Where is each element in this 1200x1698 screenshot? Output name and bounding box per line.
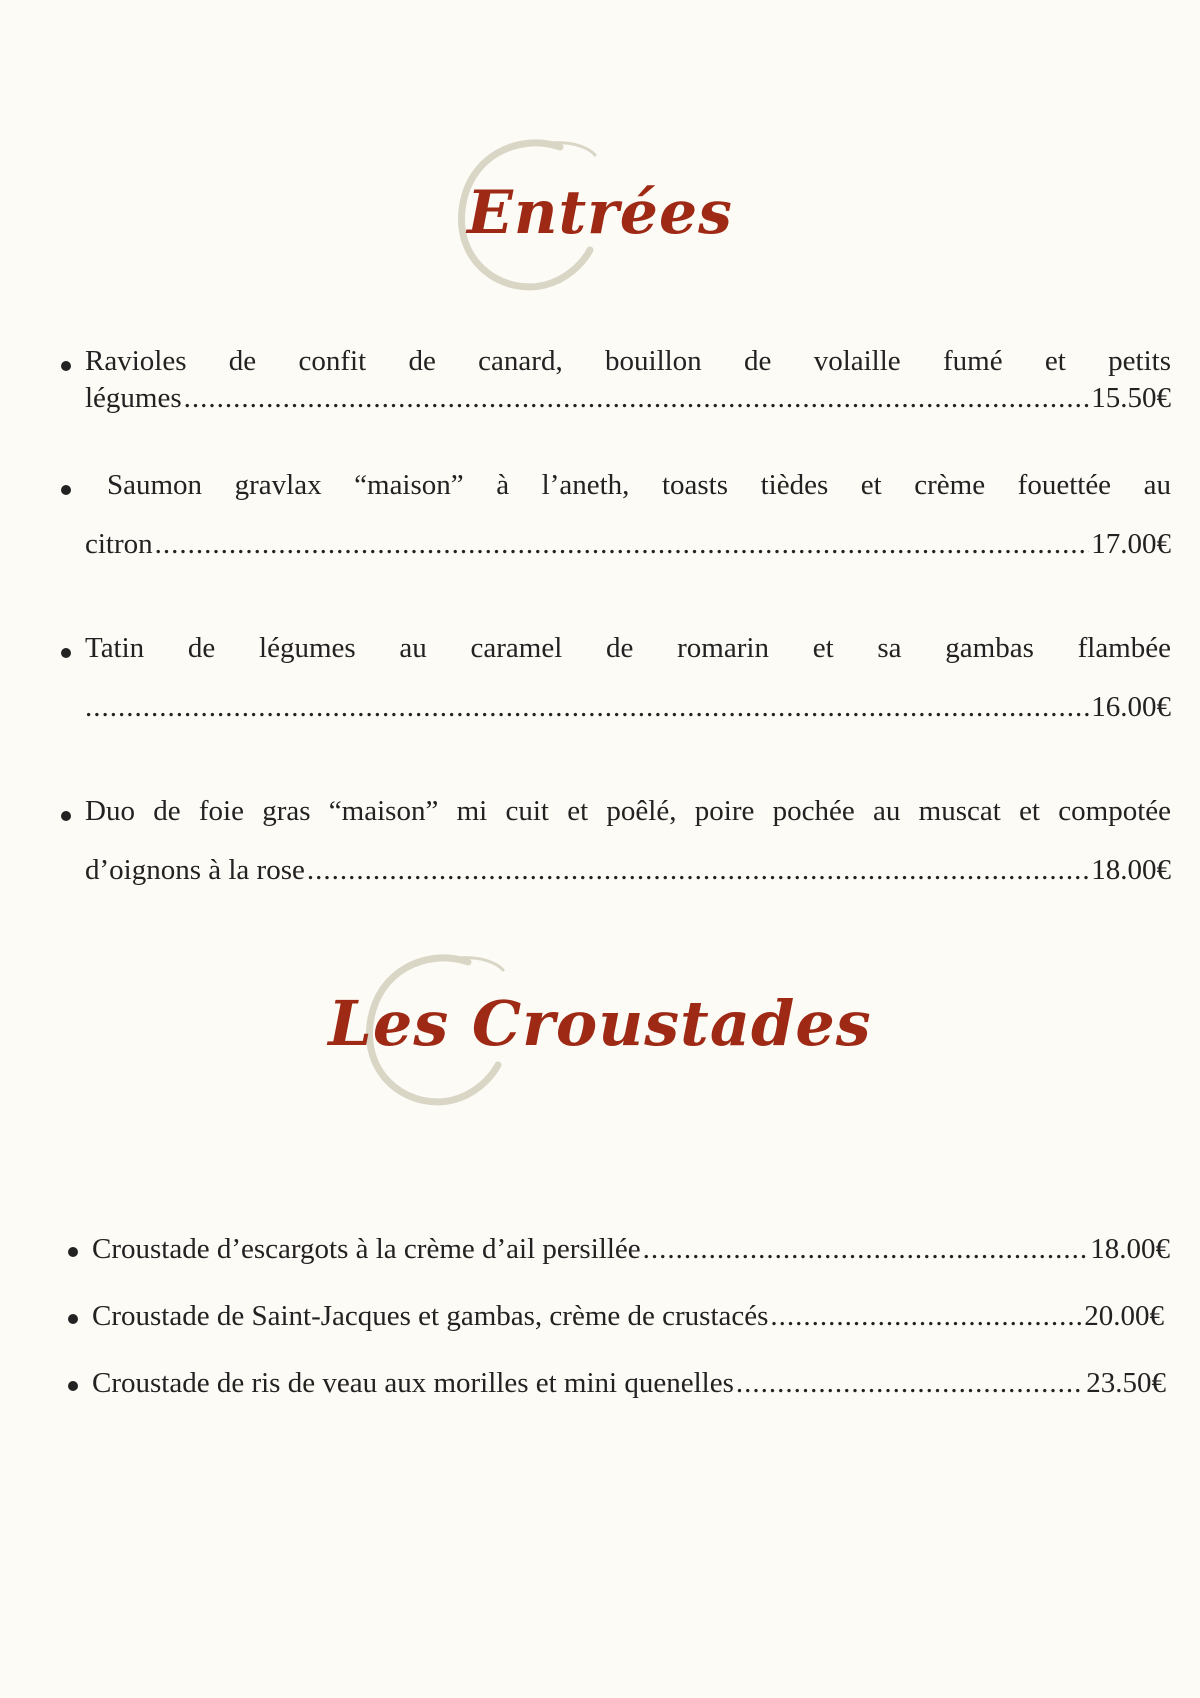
section-title: Entrées bbox=[467, 178, 733, 248]
item-price: 15.50€ bbox=[1091, 382, 1171, 414]
bullet-icon bbox=[61, 648, 71, 658]
bullet-icon bbox=[68, 1314, 78, 1324]
item-description: Croustade de ris de veau aux morilles et mini quenelles bbox=[92, 1367, 734, 1399]
item-description: Ravioles de confit de canard, bouillon de volaille fumé et petits bbox=[85, 345, 1171, 377]
item-description: Croustade d’escargots à la crème d’ail persillée bbox=[92, 1233, 641, 1265]
item-description: Duo de foie gras “maison” mi cuit et poêlé, poire pochée au muscat et compotée bbox=[85, 795, 1171, 827]
menu-item bbox=[85, 795, 1171, 887]
leader-dots bbox=[736, 1367, 1084, 1400]
leader-dots bbox=[643, 1233, 1089, 1266]
item-price: 17.00€ bbox=[1091, 528, 1171, 560]
item-description-cont: d’oignons à la rose bbox=[85, 854, 305, 886]
leader-dots bbox=[155, 528, 1090, 561]
leader-dots bbox=[85, 691, 1089, 724]
bullet-icon bbox=[68, 1381, 78, 1391]
item-description: Croustade de Saint-Jacques et gambas, crème de crustacés bbox=[92, 1300, 769, 1332]
bullet-icon bbox=[61, 485, 71, 495]
bullet-icon bbox=[68, 1247, 78, 1257]
item-price: 20.00€ bbox=[1084, 1300, 1164, 1332]
section-heading-croustades bbox=[0, 945, 1200, 1120]
leader-dots bbox=[770, 1300, 1082, 1333]
item-price: 18.00€ bbox=[1090, 1233, 1170, 1265]
menu-item bbox=[85, 345, 1171, 415]
bullet-icon bbox=[61, 361, 71, 371]
section-title: Les Croustades bbox=[328, 987, 872, 1060]
menu-item bbox=[92, 1233, 1170, 1266]
leader-dots bbox=[184, 382, 1090, 415]
menu-item bbox=[85, 469, 1171, 561]
item-description: Saumon gravlax “maison” à l’aneth, toasts tièdes et crème fouettée au bbox=[107, 469, 1171, 501]
leader-dots bbox=[307, 854, 1089, 887]
item-price: 18.00€ bbox=[1091, 854, 1171, 886]
menu-item bbox=[92, 1367, 1166, 1400]
item-price: 23.50€ bbox=[1086, 1367, 1166, 1399]
item-description-cont: citron bbox=[85, 528, 153, 560]
item-description-cont: légumes bbox=[85, 382, 182, 414]
menu-item bbox=[85, 632, 1171, 724]
menu-item bbox=[92, 1300, 1164, 1333]
item-description: Tatin de légumes au caramel de romarin et sa gambas flambée bbox=[85, 632, 1171, 664]
bullet-icon bbox=[61, 811, 71, 821]
item-price: 16.00€ bbox=[1091, 691, 1171, 723]
section-heading-entrees bbox=[0, 130, 1200, 300]
